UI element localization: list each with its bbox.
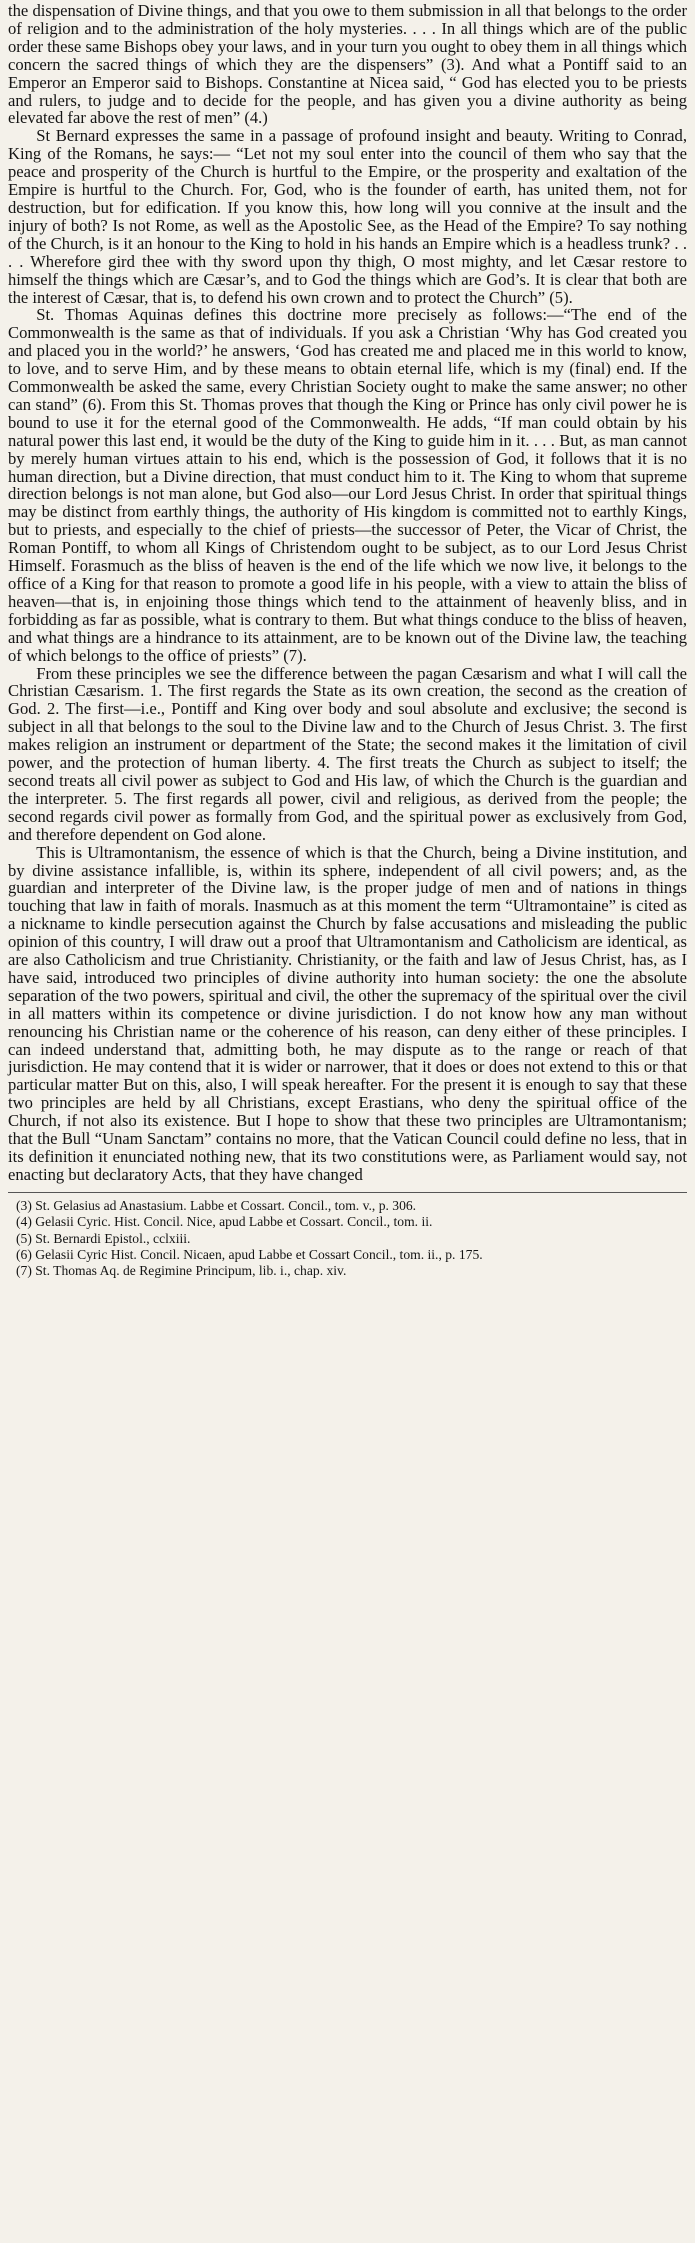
footnote-divider [8,1192,687,1193]
paragraph-st-thomas: St. Thomas Aquinas defines this doctrine more precisely as follows:—“The end of the Commonwealth is the same as that of individuals. If you ask a Christian ‘Why has God created you and placed you in the world?’ he answers, ‘God has created me and placed me in this world to know, to love, and to serve Him, and by these means to obtain eternal life, which is my (final) end. If the Commonwealth be asked the same, every Christian Society ought to make the same answer; no other can stand” (6). From this St. Thomas proves that though the King or Prince has only civil power he is bound to use it for the eternal good of the Commonwealth. He adds, “If man could obtain by his natural power this last end, it would be the duty of the King to guide him in it. . . . But, as man cannot by merely human virtues attain to his end, which is the possession of God, it follows that it is no human direction, but a Divine direction, that must conduct him to it. The King to whom that supreme direction belongs is not man alone, but God also—our Lord Jesus Christ. In order that spiritual things may be distinct from earthly things, the authority of His kingdom is committed not to earthly Kings, but to priests, and especially to the chief of priests—the successor of Peter, the Vicar of Christ, the Roman Pontiff, to whom all Kings of Christendom ought to be subject, as to our Lord Jesus Christ Himself. Forasmuch as the bliss of heaven is the end of the life which we now live, it belongs to the office of a King for that reason to promote a good life in his people, with a view to attain the bliss of heaven—that is, in enjoining those things which tend to the attainment of heavenly bliss, and in forbidding as far as possible, what is contrary to them. But what things conduce to the bliss of heaven, and what things are a hindrance to its attainment, are to be known out of the Divine law, the teaching of which belongs to the office of priests” (7). [8,305,687,665]
paragraph-st-bernard: St Bernard expresses the same in a passage of profound insight and beauty. Writing to Conrad, King of the Romans, he says:— “Let not my soul enter into the council of them who say that the peace and prosperity of the Church is hurtful to the Empire, or the prosperity and exaltation of the Empire is hurtful to the Church. For, God, who is the founder of earth, has united them, not for destruction, but for edification. If you know this, how long will you connive at the insult and the injury of both? Is not Rome, as well as the Apostolic See, as the Head of the Empire? To say nothing of the Church, is it an honour to the King to hold in his hands an Empire which is a headless trunk? . . . . Wherefore gird thee with thy sword upon thy thigh, O most mighty, and let Cæsar restore to himself the things which are Cæsar’s, and to God the things which are God’s. It is clear that both are the interest of Cæsar, that is, to defend his own crown and to protect the Church” (5). [8,126,687,307]
footnote-5: (5) St. Bernardi Epistol., cclxiii. [16,1230,191,1246]
footnotes [8,1198,687,1280]
paragraph-ultramontanism: This is Ultramontanism, the essence of which is that the Church, being a Divine institution, and by divine assistance infallible, is, within its sphere, independent of all civil powers; and, as the guardian and interpreter of the Divine law, is the proper judge of men and of nations in things touching that law in faith of morals. Inasmuch as at this moment the term “Ultramontaine” is cited as a nickname to kindle persecution against the Church by false accusations and misleading the public opinion of this country, I will draw out a proof that Ultramontanism and Catholicism are identical, as are also Catholicism and true Christianity. Christianity, or the faith and law of Jesus Christ, has, as I have said, introduced two principles of divine authority into human society: the one the absolute separation of the two powers, spiritual and civil, the other the supremacy of the spiritual over the civil in all matters within its competence or divine jurisdiction. I do not know how any man without renouncing his Christian name or the coherence of his reason, can deny either of these principles. I can indeed understand that, admitting both, he may dispute as to the range or reach of that jurisdiction. He may contend that it is wider or narrower, that it does or does not extend to this or that particular matter But on this, also, I will speak hereafter. For the present it is enough to say that these two principles are held by all Christians, except Erastians, who deny the spiritual office of the Church, if not also its existence. But I hope to show that these two principles are Ultramontanism; that the Bull “Unam Sanctam” contains no more, that the Vatican Council could define no less, that in its definition it enunciated nothing new, that its two constitutions were, as Parliament would say, not enacting but declaratory Acts, that they have changed [8,842,687,1184]
article-body [8,2,687,1184]
footnote-4: (4) Gelasii Cyric. Hist. Concil. Nice, apud Labbe et Cossart. Concil., tom. ii. [16,1214,433,1230]
footnote-6: (6) Gelasii Cyric Hist. Concil. Nicaen, apud Labbe et Cossart Concil., tom. ii., p. 175. [16,1247,483,1263]
paragraph-gelasius: the dispensation of Divine things, and that you owe to them submission in all that belongs to the order of religion and to the administration of the holy mysteries. . . . In all things which are of the public order these same Bishops obey your laws, and in your turn you ought to obey them in all things which concern the sacred things of which they are the dispensers” (3). And what a Pontiff said to an Emperor an Emperor said to Bishops. Constantine at Nicea said, “ God has elected you to be priests and rulers, to judge and to decide for the people, and has given you a divine authority as being elevated far above the rest of men” (4.) [8,1,687,128]
footnote-3: (3) St. Gelasius ad Anastasium. Labbe et Cossart. Concil., tom. v., p. 306. [16,1197,417,1213]
footnote-7: (7) St. Thomas Aq. de Regimine Principum, lib. i., chap. xiv. [16,1263,347,1279]
paragraph-caesarism: From these principles we see the difference between the pagan Cæsarism and what I will call the Christian Cæsarism. 1. The first regards the State as its own creation, the second as the creation of God. 2. The first—i.e., Pontiff and King over body and soul absolute and exclusive; the second is subject in all that belongs to the soul to the Divine law and to the Church of Jesus Christ. 3. The first makes religion an instrument or department of the State; the second makes it the limitation of civil power, and the protection of human liberty. 4. The first treats the Church as subject to itself; the second treats all civil power as subject to God and His law, of which the Church is the guardian and the interpreter. 5. The first regards all power, civil and religious, as derived from the people; the second regards civil power as formally from God, and the spiritual power as exclusively from God, and therefore dependent on God alone. [8,663,687,844]
